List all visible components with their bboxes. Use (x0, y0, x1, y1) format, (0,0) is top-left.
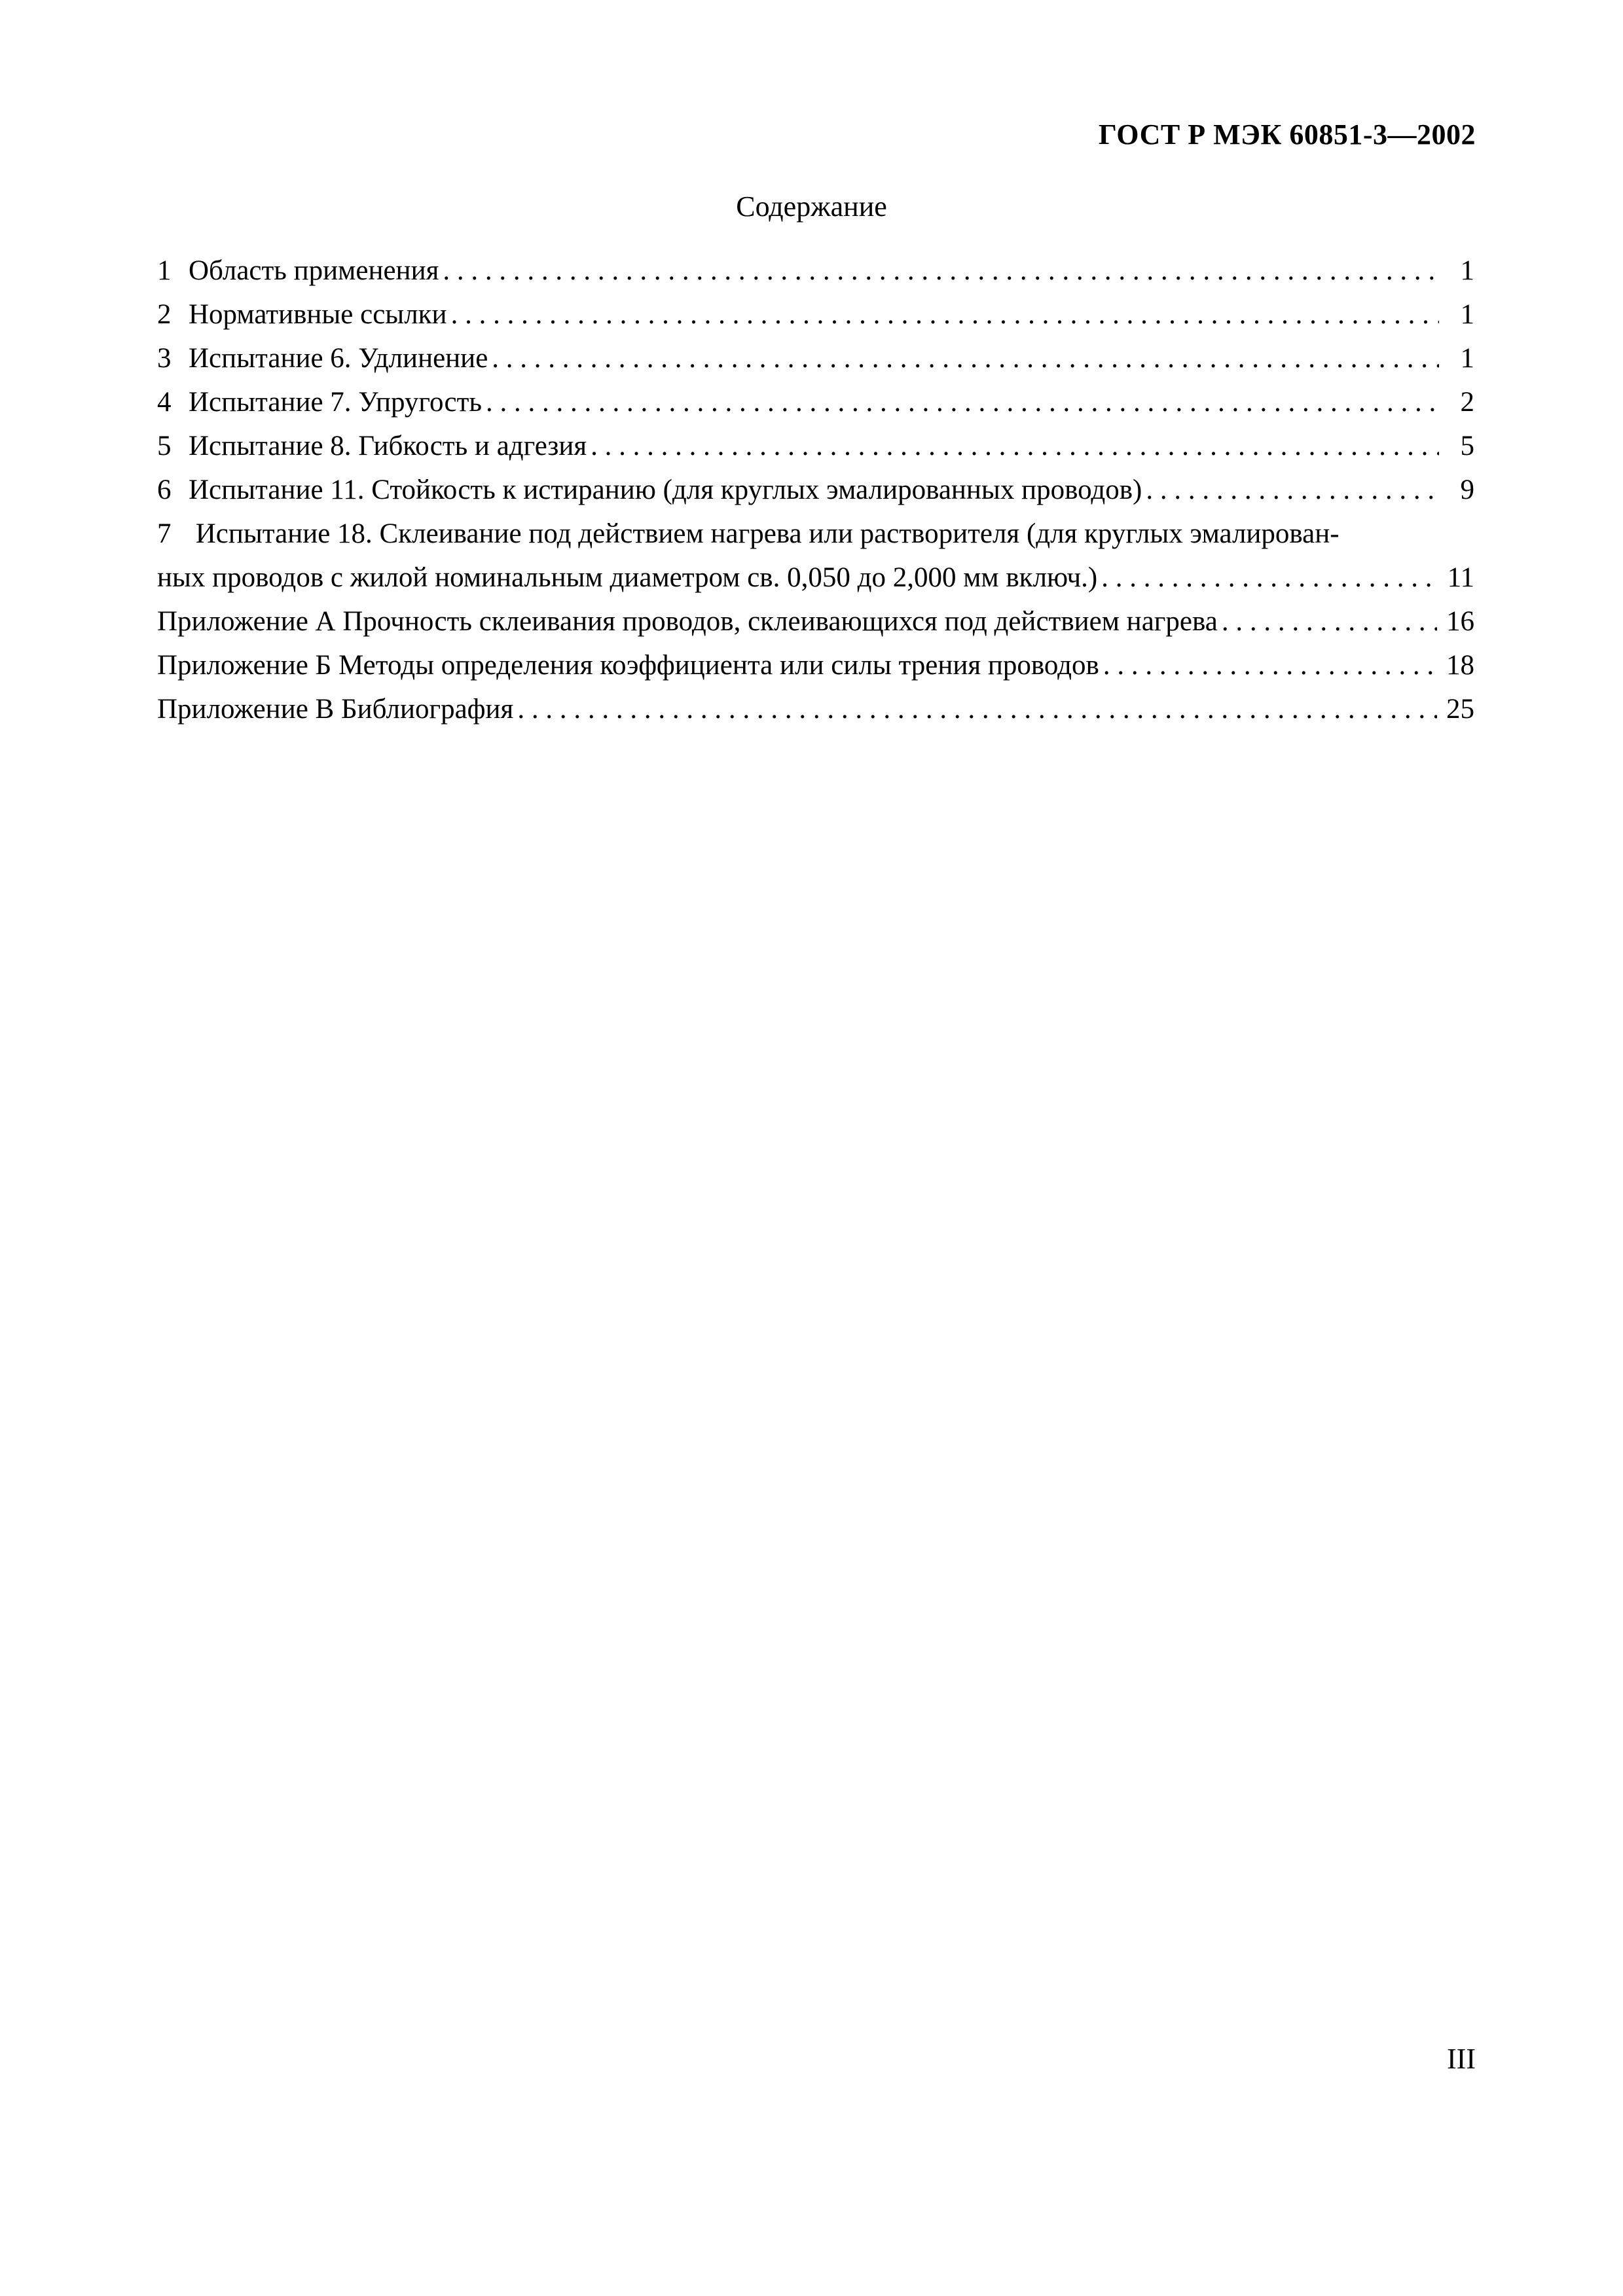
toc-entry-appendix-v[interactable] (157, 687, 1474, 731)
toc-entry-page: 2 (1460, 387, 1474, 418)
toc-entry-number: 2 (157, 299, 172, 330)
toc-leader-dots (1218, 600, 1437, 643)
table-of-contents (157, 249, 1474, 731)
toc-entry-page: 11 (1447, 562, 1474, 593)
toc-entry-page: 1 (1460, 299, 1474, 330)
toc-entry-page: 5 (1460, 431, 1474, 461)
toc-leader-dots (1099, 643, 1437, 687)
toc-leader-dots (439, 249, 1439, 293)
toc-entry-5[interactable] (157, 424, 1474, 468)
toc-entry-label: Испытание 8. Гибкость и адгезия (189, 431, 587, 461)
toc-entry-7[interactable] (157, 512, 1474, 600)
toc-leader-dots (513, 687, 1437, 731)
toc-entry-label: Область применения (189, 255, 439, 286)
toc-entry-page: 1 (1460, 343, 1474, 374)
toc-entry-number: 1 (157, 255, 172, 286)
toc-entry-number: 4 (157, 387, 172, 418)
document-code: ГОСТ Р МЭК 60851-3—2002 (1098, 118, 1476, 151)
toc-entry-3[interactable] (157, 336, 1474, 380)
toc-leader-dots (447, 293, 1439, 336)
toc-leader-dots (482, 380, 1439, 424)
toc-entry-4[interactable] (157, 380, 1474, 424)
page-number: III (1447, 2043, 1476, 2075)
toc-title: Содержание (736, 190, 887, 223)
toc-entry-label-line2: ных проводов с жилой номинальным диаметром св. 0,050 до 2,000 мм включ.) (157, 562, 1098, 593)
toc-entry-number: 5 (157, 431, 172, 461)
toc-entry-page: 9 (1460, 475, 1474, 505)
toc-leader-dots (1097, 556, 1438, 600)
toc-leader-dots (1142, 468, 1439, 512)
toc-leader-dots (488, 336, 1439, 380)
toc-entry-label: Приложение В Библиография (157, 694, 514, 725)
toc-entry-appendix-b[interactable] (157, 643, 1474, 687)
toc-entry-label-line1: Испытание 18. Склеивание под действием нагрева или растворителя (для круглых эмалирован- (195, 518, 1340, 549)
toc-entry-label: Испытание 6. Удлинение (189, 343, 488, 374)
toc-entry-label: Приложение Б Методы определения коэффициента или силы трения проводов (157, 650, 1099, 681)
toc-entry-page: 25 (1446, 694, 1474, 725)
toc-entry-1[interactable] (157, 249, 1474, 293)
toc-entry-number: 7 (157, 518, 172, 549)
toc-entry-label: Испытание 11. Стойкость к истиранию (для круглых эмалированных проводов) (189, 475, 1142, 505)
toc-leader-dots (587, 424, 1439, 468)
toc-entry-page: 18 (1446, 650, 1474, 681)
toc-entry-label: Приложение А Прочность склеивания проводов, склеивающихся под действием нагрева (157, 606, 1218, 637)
toc-entry-label: Нормативные ссылки (189, 299, 447, 330)
toc-entry-page: 1 (1460, 255, 1474, 286)
toc-entry-2[interactable] (157, 293, 1474, 336)
toc-entry-number: 6 (157, 475, 172, 505)
toc-entry-page: 16 (1446, 606, 1474, 637)
toc-entry-appendix-a[interactable] (157, 600, 1474, 643)
toc-entry-6[interactable] (157, 468, 1474, 512)
toc-entry-number: 3 (157, 343, 172, 374)
toc-entry-label: Испытание 7. Упругость (189, 387, 483, 418)
